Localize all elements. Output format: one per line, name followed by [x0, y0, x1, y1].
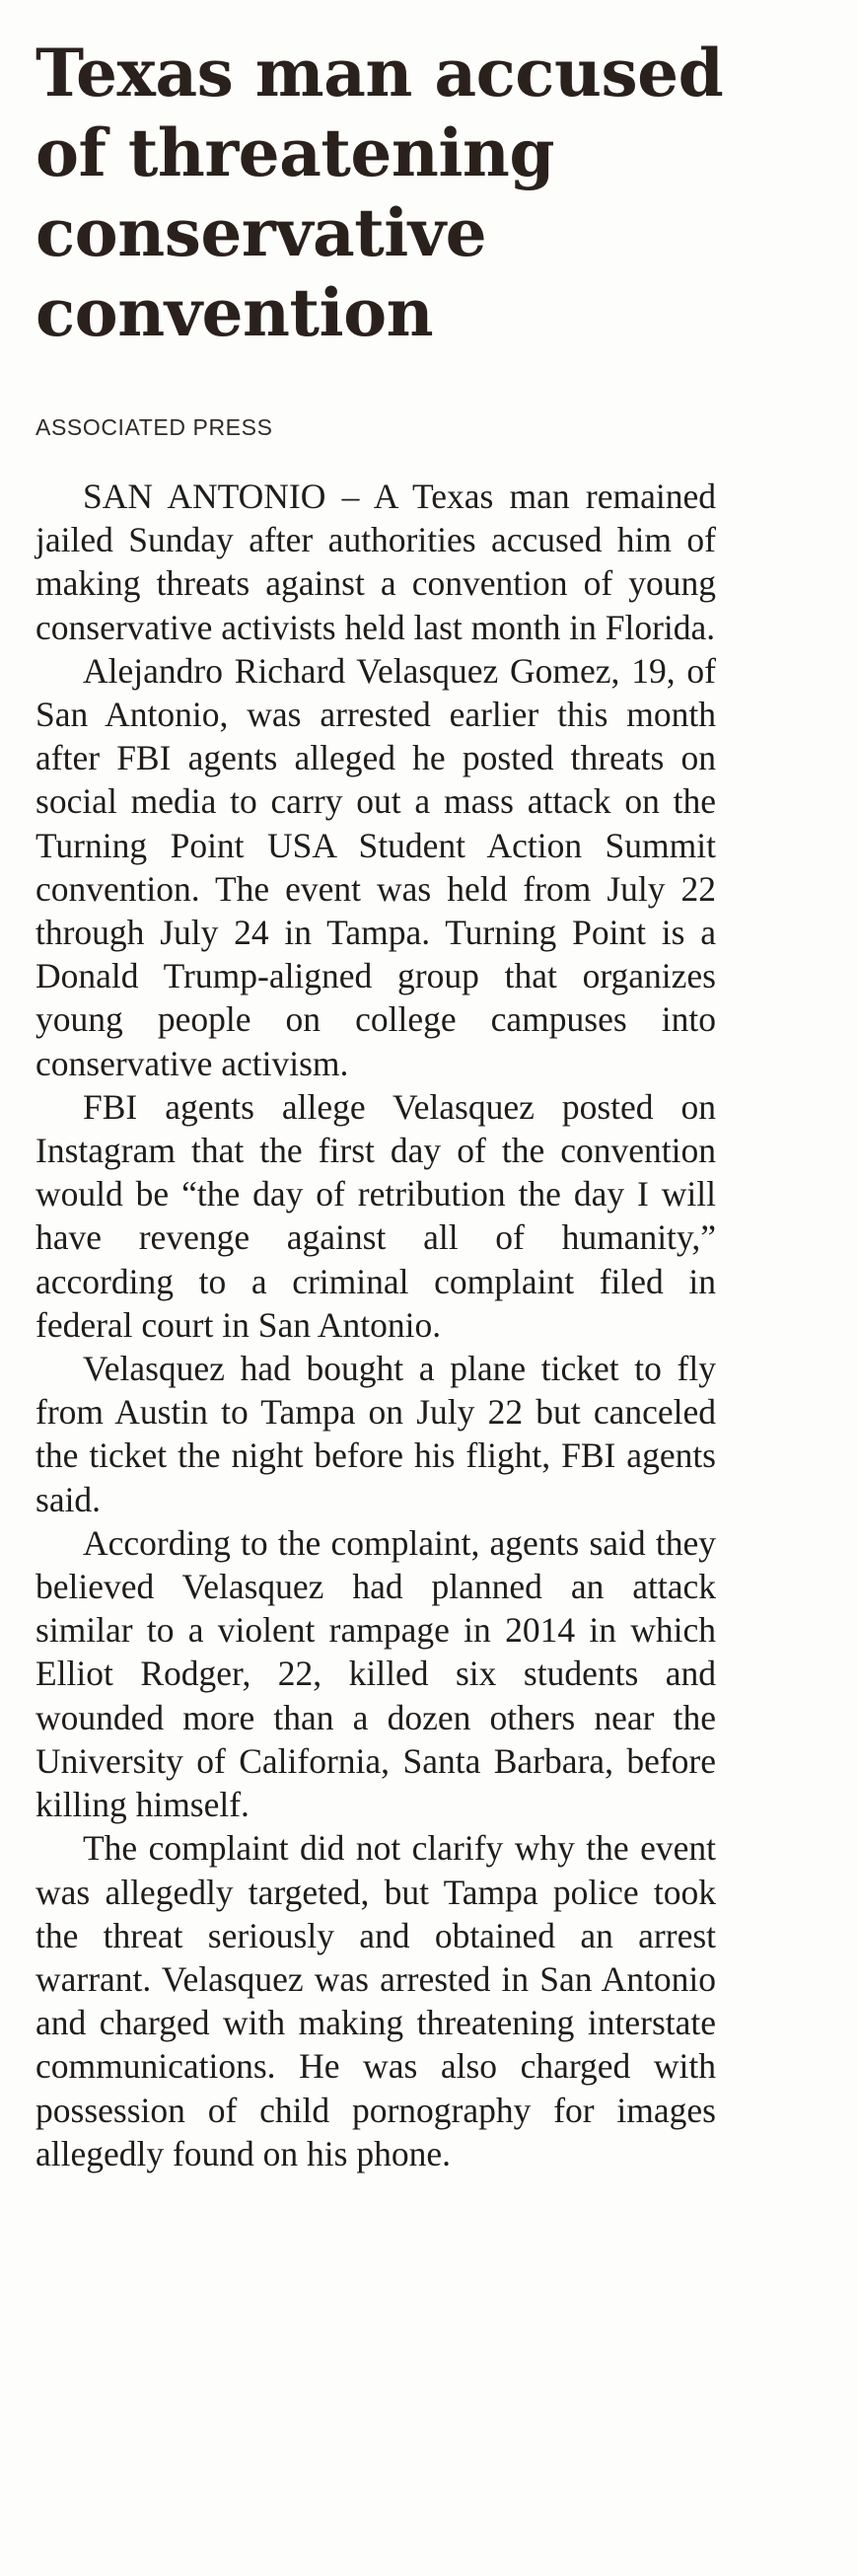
- article-headline: [36, 34, 724, 353]
- headline-line: Texas man accused: [36, 35, 724, 111]
- news-article: [36, 34, 724, 2175]
- article-paragraph: Velasquez had bought a plane ticket to fly from Austin to Tampa on July 22 but canceled the ticket the night before his flight, FBI agents said.: [36, 1349, 716, 1519]
- article-paragraph: FBI agents allege Velasquez posted on Instagram that the first day of the convention would be “the day of retribution the day I will have revenge against all of humanity,” according to a criminal complaint filed in federal court in San Antonio.: [36, 1086, 716, 1345]
- article-paragraph: SAN ANTONIO – A Texas man remained jailed Sunday after authorities accused him of making threats against a convention of young conservative activists held last month in Florida.: [36, 477, 716, 647]
- headline-line: convention: [36, 274, 434, 351]
- headline-line: conservative: [36, 194, 487, 271]
- article-paragraph: Alejandro Richard Velasquez Gomez, 19, of San Antonio, was arrested earlier this month after FBI agents alleged he posted threats on social media to carry out a mass attack on the Turning Point USA Student Action Summit convention. The event was held from July 22 through July 24 in Tampa. Turning Point is a Donald Trump-aligned group that organizes young people on college campuses into conservative activism.: [36, 650, 716, 1083]
- headline-line: of threatening: [36, 114, 555, 191]
- article-paragraph: The complaint did not clarify why the event was allegedly targeted, but Tampa police took the threat seriously and obtained an arrest warrant. Velasquez was arrested in San Antonio and charged with making threatening interstate communications. He was also charged with possession of child pornography for images allegedly found on his phone.: [36, 1828, 716, 2173]
- article-body: [36, 475, 716, 2175]
- article-paragraph: According to the complaint, agents said they believed Velasquez had planned an attack similar to a violent rampage in 2014 in which Elliot Rodger, 22, killed six students and wounded more than a dozen others near the University of California, Santa Barbara, before killing himself.: [36, 1522, 716, 1825]
- article-byline: ASSOCIATED PRESS: [36, 414, 273, 440]
